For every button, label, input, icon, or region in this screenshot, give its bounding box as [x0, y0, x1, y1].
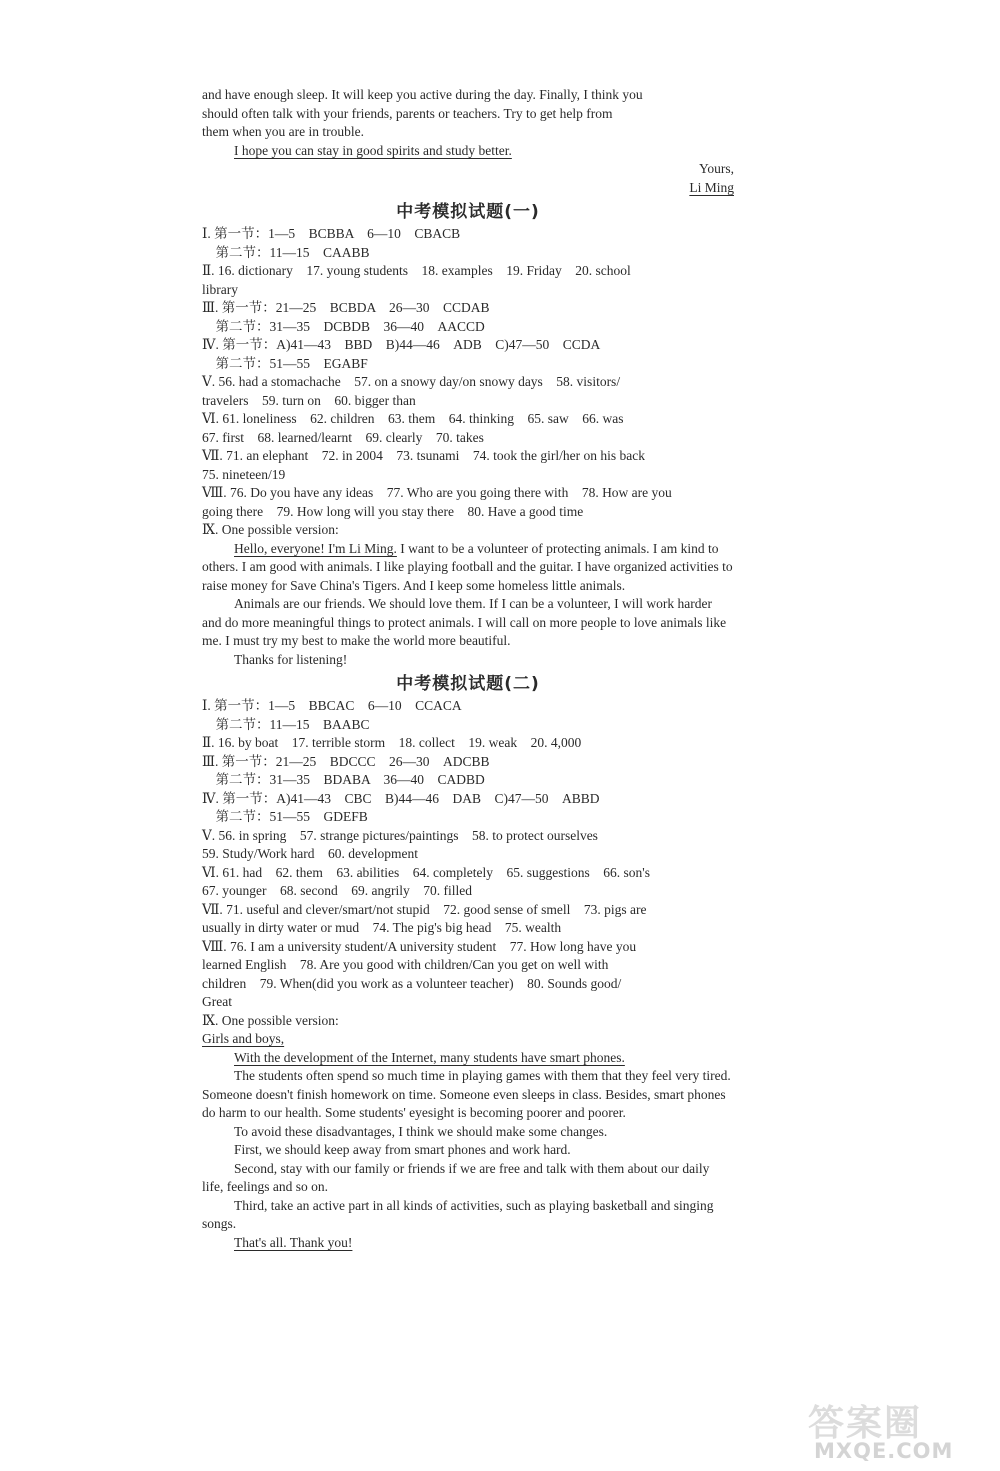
- essay-ending: That's all. Thank you!: [234, 1234, 353, 1250]
- test1-answers: [202, 225, 734, 540]
- answer-row: Ⅸ. One possible version:: [202, 1012, 339, 1028]
- essay-paragraph: Second, stay with our family or friends if we are free and talk with them about our daily life, feelings and so on.: [202, 1160, 710, 1194]
- answer-row: Ⅴ. 56. in spring 57. strange pictures/paintings 58. to protect ourselves: [202, 827, 598, 843]
- essay-paragraph: Animals are our friends. We should love them. If I can be a volunteer, I will work harder and do more meaningful things to protect animals. I will call on more people to love animals like me. I must try my best to make the world more beautiful.: [202, 596, 727, 648]
- answer-row: Ⅲ. 第一节：21—25 BDCCC 26—30 ADCBB: [202, 753, 490, 769]
- answer-row: Ⅰ. 第一节：1—5 BBCAC 6—10 CCACA: [202, 698, 462, 713]
- letter-line: them when you are in trouble.: [202, 124, 364, 139]
- answer-row: 第二节：11—15 CAABB: [202, 244, 370, 260]
- essay-paragraph: The students often spend so much time in playing games with them that they feel very tired. Someone doesn't finish homework on time. Someone even sleeps in class. Besides, smart phones do harm to our health. Some students' eyesight is becoming poorer and poorer.: [202, 1068, 731, 1120]
- answer-row: 第二节：31—35 BDABA 36—40 CADBD: [202, 772, 485, 787]
- answer-row: Ⅸ. One possible version:: [202, 522, 339, 537]
- answer-row: Great: [202, 994, 232, 1009]
- answer-row: going there 79. How long will you stay there 80. Have a good time: [202, 503, 584, 519]
- essay-greeting: Hello, everyone! I'm Li Ming.: [234, 540, 397, 556]
- answer-row: library: [202, 281, 238, 297]
- answer-row: Ⅴ. 56. had a stomachache 57. on a snowy day/on snowy days 58. visitors/: [202, 374, 621, 389]
- test2-title: 中考模拟试题(二): [396, 674, 540, 694]
- answer-row: Ⅷ. 76. Do you have any ideas 77. Who are you going there with 78. How are you: [202, 485, 672, 500]
- answer-row: Ⅳ. 第一节：A)41—43 BBD B)44—46 ADB C)47—50 CCDA: [202, 337, 601, 352]
- answer-row: 59. Study/Work hard 60. development: [202, 846, 419, 861]
- test2-essay: [202, 1030, 734, 1252]
- answer-row: Ⅱ. 16. dictionary 17. young students 18. examples 19. Friday 20. school: [202, 263, 631, 278]
- letter-line: and have enough sleep. It will keep you active during the day. Finally, I think you: [202, 87, 643, 102]
- answer-row: Ⅵ. 61. loneliness 62. children 63. them 64. thinking 65. saw 66. was: [202, 411, 624, 426]
- answer-row: 第二节：51—55 EGABF: [202, 355, 368, 371]
- test2-answers: [202, 697, 734, 1030]
- letter-hope: I hope you can stay in good spirits and study better.: [234, 142, 512, 158]
- answer-row: usually in dirty water or mud 74. The pig's big head 75. wealth: [202, 920, 562, 935]
- essay-text: I want to be a volunteer of protecting animals. I am kind to others. I am good with animals. I like playing football and the guitar. I have organized activities to raise money for Save China's Tigers. And I keep some homeless little animals.: [202, 540, 733, 593]
- letter-signature: Li Ming: [689, 179, 734, 195]
- letter-closing: Yours,: [698, 161, 734, 176]
- answer-row: children 79. When(did you work as a volunteer teacher) 80. Sounds good/: [202, 975, 622, 991]
- answer-row: 第二节：31—35 DCBDB 36—40 AACCD: [202, 318, 485, 334]
- essay-paragraph: [202, 540, 734, 596]
- answer-row: Ⅱ. 16. by boat 17. terrible storm 18. collect 19. weak 20. 4,000: [202, 735, 582, 750]
- answer-row: travelers 59. turn on 60. bigger than: [202, 392, 416, 408]
- watermark-text-cn: 答案圈: [808, 1403, 923, 1444]
- essay-paragraph: First, we should keep away from smart phones and work hard.: [234, 1142, 571, 1157]
- essay-first-line: With the development of the Internet, many students have smart phones.: [234, 1049, 625, 1065]
- answer-row: Ⅳ. 第一节：A)41—43 CBC B)44—46 DAB C)47—50 ABBD: [202, 790, 600, 806]
- answer-row: Ⅶ. 71. useful and clever/smart/not stupid 72. good sense of smell 73. pigs are: [202, 901, 647, 917]
- test1-title: 中考模拟试题(一): [396, 202, 540, 222]
- answer-row: Ⅶ. 71. an elephant 72. in 2004 73. tsunami 74. took the girl/her on his back: [202, 448, 645, 463]
- essay-paragraph: To avoid these disadvantages, I think we should make some changes.: [234, 1123, 608, 1139]
- answer-row: Ⅲ. 第一节：21—25 BCBDA 26—30 CCDAB: [202, 300, 490, 315]
- letter-line: should often talk with your friends, parents or teachers. Try to get help from: [202, 105, 613, 121]
- answer-row: Ⅰ. 第一节：1—5 BCBBA 6—10 CBACB: [202, 226, 461, 241]
- answer-row: 75. nineteen/19: [202, 466, 286, 482]
- watermark-logo: [788, 1395, 978, 1465]
- watermark-text-en: MXQE.COM: [814, 1439, 954, 1463]
- answer-row: Ⅵ. 61. had 62. them 63. abilities 64. completely 65. suggestions 66. son's: [202, 864, 650, 880]
- answer-page: [202, 86, 734, 1252]
- essay-greeting: Girls and boys,: [202, 1031, 285, 1046]
- essay-ending: Thanks for listening!: [234, 651, 348, 667]
- answer-row: Ⅷ. 76. I am a university student/A university student 77. How long have you: [202, 938, 637, 954]
- answer-row: 67. younger 68. second 69. angrily 70. filled: [202, 883, 472, 898]
- answer-row: learned English 78. Are you good with children/Can you get on well with: [202, 957, 609, 972]
- answer-row: 第二节：11—15 BAABC: [202, 716, 370, 732]
- test1-essay: [202, 540, 734, 670]
- answer-row: 67. first 68. learned/learnt 69. clearly 70. takes: [202, 429, 484, 445]
- answer-row: 第二节：51—55 GDEFB: [202, 809, 368, 824]
- letter-ending: [202, 86, 734, 197]
- essay-paragraph: Third, take an active part in all kinds of activities, such as playing basketball and singing songs.: [202, 1197, 714, 1231]
